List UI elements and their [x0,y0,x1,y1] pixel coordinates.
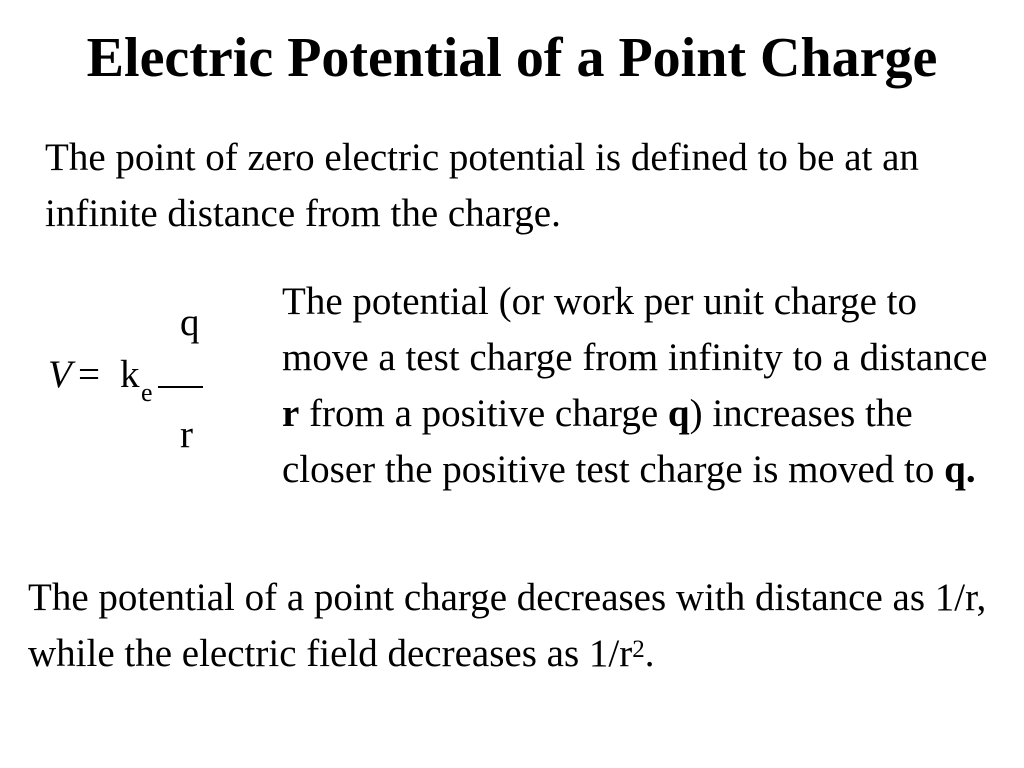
formula-coulomb-constant: k [120,353,140,396]
formula-denominator-distance: r [180,413,193,456]
decrease-text-part2: . [644,632,655,675]
formula-potential-symbol: V [48,353,72,396]
work-text-part2: from a positive charge [299,392,668,435]
formula-fraction-bar [158,386,203,388]
zero-potential-paragraph: The point of zero electric potential is defined to be at an infinite distance from the charge. [45,136,919,235]
decrease-text-part1: The potential of a point charge decreases with distance as 1/r, while the electric field decreases as 1/r [28,576,987,675]
work-bold-charge-end: q. [944,448,976,491]
work-bold-distance: r [282,392,300,435]
formula-equals-sign: = [78,353,100,396]
work-text-part1: The potential (or work per unit charge to move a test charge from infinity to a distance [282,280,988,379]
work-description-paragraph [282,274,1012,498]
formula-constant-subscript: e [141,378,153,407]
decrease-exponent: 2 [632,636,645,663]
formula-numerator-charge: q [180,301,200,344]
decrease-statement-paragraph [28,570,1003,682]
work-bold-charge: q [667,392,690,435]
work-text-part3: ) increases the closer the positive test charge is moved to [282,392,945,491]
potential-formula [46,300,266,470]
slide-title: Electric Potential of a Point Charge [86,27,938,89]
